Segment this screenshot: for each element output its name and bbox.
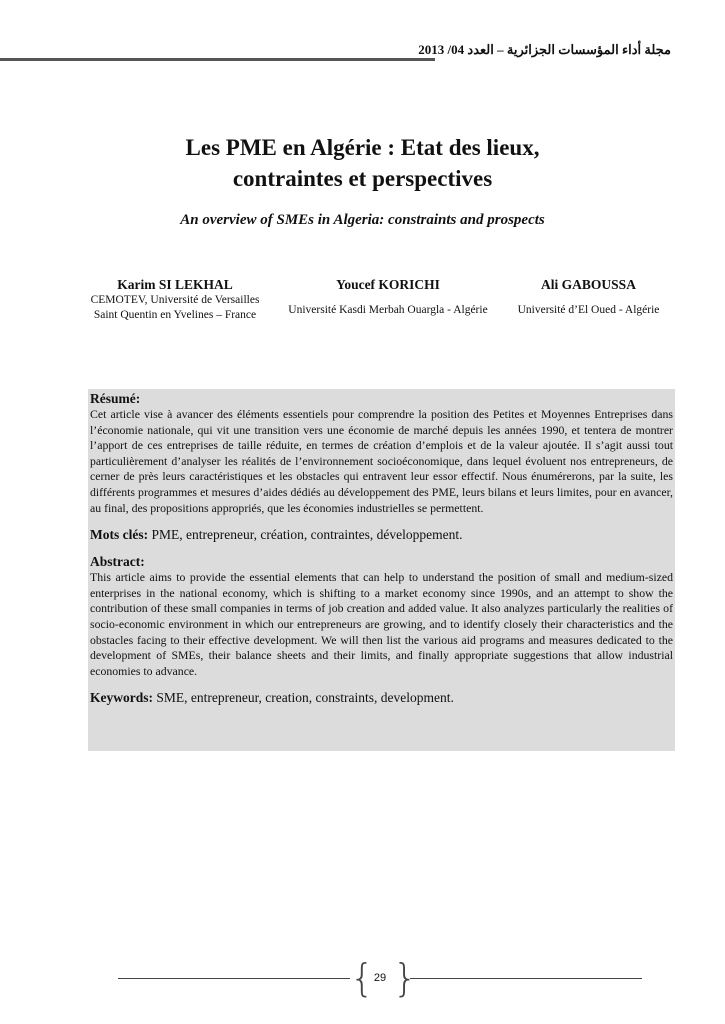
author-block [80, 276, 270, 323]
author-affiliation: Saint Quentin en Yvelines – France [93, 309, 257, 321]
abstract-box [88, 389, 675, 751]
abstract-keywords [90, 689, 673, 706]
paper-title-line-1: Les PME en Algérie : Etat des lieux, [185, 135, 540, 160]
author-name: Ali GABOUSSA [541, 277, 636, 292]
author-block [278, 276, 498, 318]
resume-keywords-label: Mots clés: [90, 527, 149, 543]
abstract-keywords-label: Keywords: [90, 690, 153, 706]
page-number: 29 [373, 972, 387, 984]
author-affiliation: Université d’El Oued - Algérie [517, 304, 660, 316]
resume-text: Cet article vise à avancer des éléments essentiels pour comprendre la position des Petites et Moyennes Entreprises dans l’économie nationale, qui vit une transition vers une économie de marché depuis les années 1990, et tentera de montrer l’apport de ces entreprises de taille réduite, en termes de création d’emplois et de la valeur ajoutée. Il s’agit aussi tout particulièrement d’analyser les réalités de l’environnement socioéconomique, dans lequel évoluent nos entrepreneurs, de cerner de près leurs caractéristiques et les obstacles qui entravent leur essor effectif. Nous énumérerons, par la suite, les différents programmes et mesures d’aides dédiés au développement des PME, leurs bilans et leurs limites, pour en avancer, au final, des propositions appropriés, que les économies industrielles se permettent. [90, 407, 673, 515]
abstract-text: This article aims to provide the essential elements that can help to understand the position of small and medium-sized enterprises in the national economy, which is shifting to a market economy since 1990s, and an attempt to show the contribution of these small companies in terms of job creation and added value. It also analyzes particularly the realities of socio-economic environment in which our entrepreneurs are growing, and to identify closely their characteristics and the obstacles facing to their effective development. We will then list the various aid programs and measures dedicated to the development of SMEs, their balance sheets and their limits, and finally appropriate suggestions that allow industrial economies to advance. [90, 570, 673, 678]
footer-divider-right [410, 978, 642, 979]
header-divider [0, 58, 435, 61]
journal-header: مجلة أداء المؤسسات الجزائرية – العدد 04/ 2013 [418, 42, 671, 57]
resume-keywords-list: PME, entrepreneur, création, contraintes, développement. [148, 527, 463, 543]
paper-title [60, 132, 665, 194]
right-brace-icon: } [393, 956, 418, 1000]
abstract-heading: Abstract: [90, 554, 145, 570]
left-brace-icon: { [350, 956, 375, 1000]
author-name: Youcef KORICHI [336, 277, 440, 292]
author-affiliation: CEMOTEV, Université de Versailles [90, 294, 260, 306]
paper-title-line-2: contraintes et perspectives [232, 166, 493, 191]
resume-heading: Résumé: [90, 391, 141, 406]
resume-keywords [90, 526, 673, 543]
abstract-keywords-list: SME, entrepreneur, creation, constraints, development. [153, 690, 454, 706]
author-affiliation: Université Kasdi Merbah Ouargla - Algérie [288, 304, 488, 316]
author-block [506, 276, 671, 318]
paper-subtitle: An overview of SMEs in Algeria: constraints and prospects [180, 212, 545, 228]
footer-divider-left [118, 978, 350, 979]
author-name: Karim SI LEKHAL [117, 277, 233, 292]
